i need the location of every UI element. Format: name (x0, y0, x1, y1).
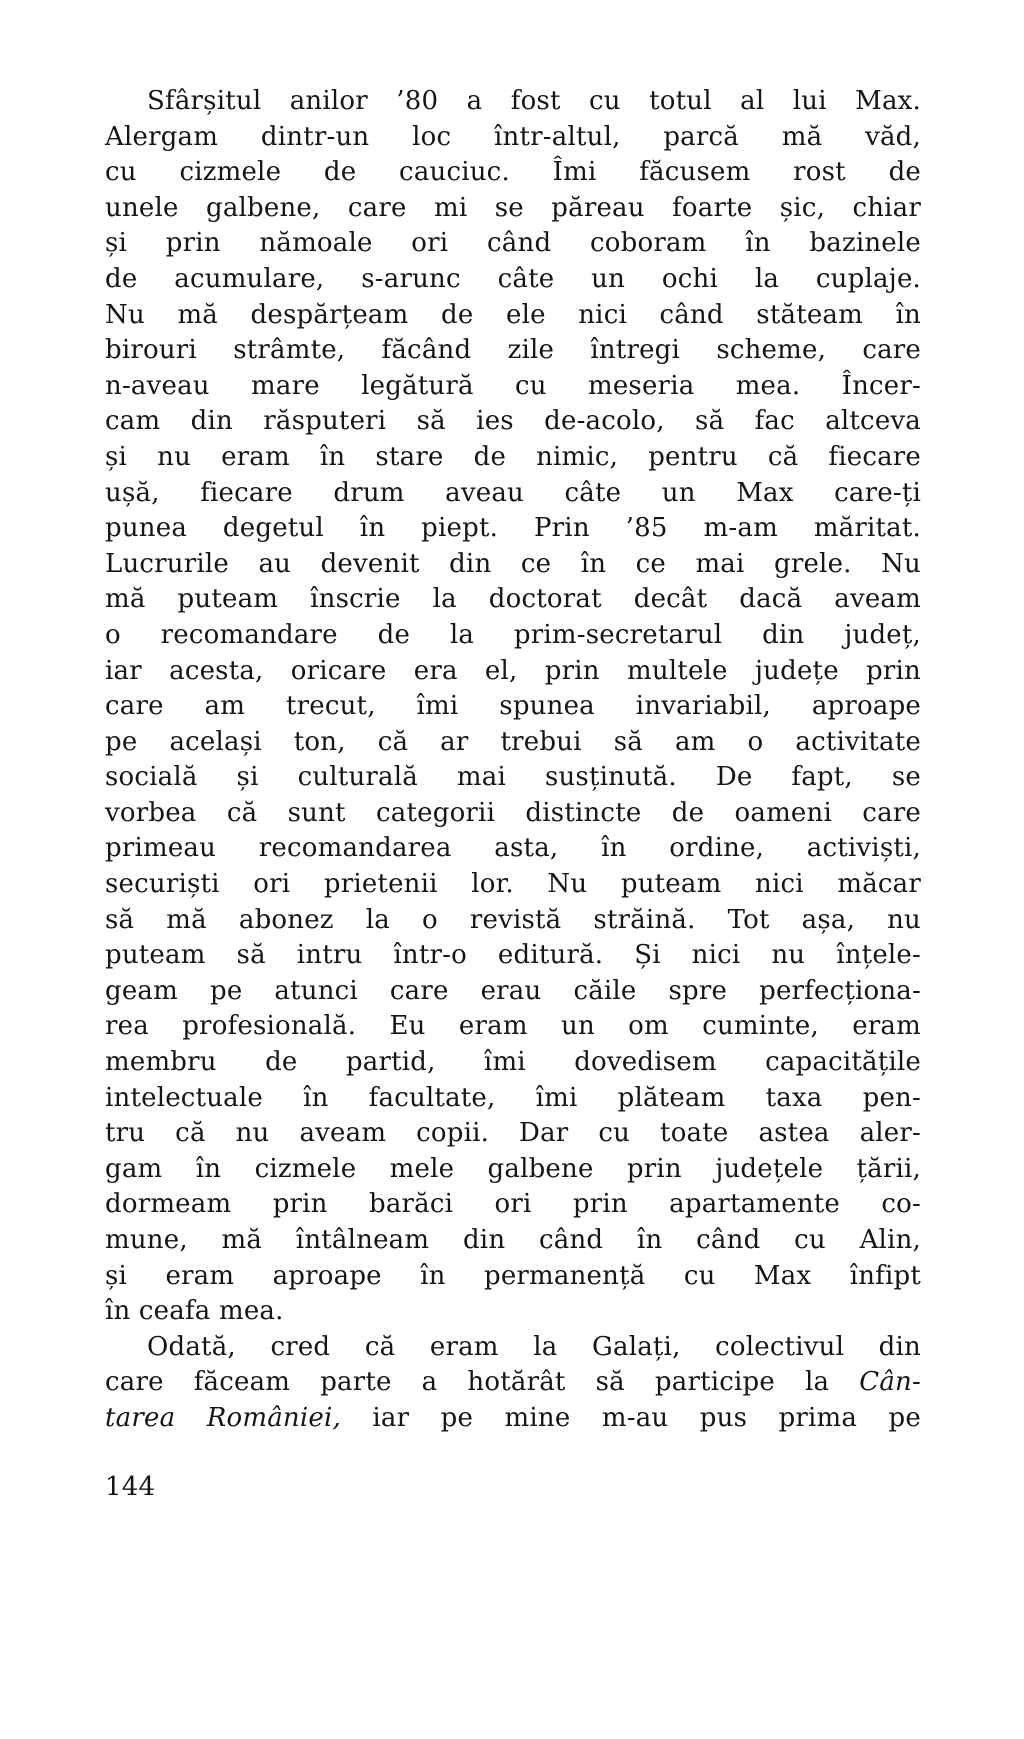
text-line: mune, mă întâlneam din când în când cu Alin, (105, 1225, 921, 1255)
page-number: 144 (105, 1472, 156, 1502)
text-line: dormeam prin barăci ori prin apartamente co- (105, 1189, 921, 1220)
text-line: Nu mă despărțeam de ele nici când stăteam în (105, 299, 921, 330)
text-line: și nu eram în stare de nimic, pentru că fiecare (105, 441, 921, 472)
text-line: pe același ton, că ar trebui să am o activitate (105, 726, 921, 757)
text-line: de acumulare, s-arunc câte un ochi la cuplaje. (105, 263, 921, 294)
text-line: o recomandare de la prim-secretarul din județ, (105, 619, 921, 650)
text-line: ușă, fiecare drum aveau câte un Max care-ți (105, 477, 921, 508)
text-line: să mă abonez la o revistă străină. Tot așa, nu (105, 904, 921, 935)
text-line: Alergam dintr-un loc într-altul, parcă mă văd, (105, 121, 921, 152)
italic-text-segment: tarea României, (105, 1402, 341, 1433)
text-line: punea degetul în piept. Prin ’85 m-am măritat. (105, 513, 921, 544)
text-line: tru că nu aveam copii. Dar cu toate astea aler- (105, 1118, 921, 1149)
page-text (105, 84, 921, 1437)
text-line: care am trecut, îmi spunea invariabil, aproape (105, 691, 921, 722)
text-line: gam în cizmele mele galbene prin județele țării, (105, 1153, 921, 1184)
text-segment: iar pe mine m-au pus prima pe (340, 1402, 921, 1433)
text-line: iar acesta, oricare era el, prin multele județe prin (105, 655, 921, 686)
text-line: vorbea că sunt categorii distincte de oameni care (105, 797, 921, 828)
italic-text-segment: Cân- (859, 1367, 921, 1398)
text-line: în ceafa mea. (105, 1296, 284, 1327)
text-line: cam din răsputeri să ies de-acolo, să fac altceva (105, 406, 921, 437)
text-line: geam pe atunci care erau căile spre perfecționa- (105, 975, 921, 1006)
text-line: primeau recomandarea asta, în ordine, activiști, (105, 833, 921, 864)
text-line: intelectuale în facultate, îmi plăteam taxa pen- (105, 1082, 921, 1113)
text-line: Lucrurile au devenit din ce în ce mai grele. Nu (105, 548, 921, 579)
text-line (105, 1401, 921, 1437)
text-line: n-aveau mare legătură cu meseria mea. Încer- (105, 370, 921, 401)
text-line: puteam să intru într-o editură. Și nici nu înțele- (105, 940, 921, 971)
text-line: Sfârșitul anilor ’80 a fost cu totul al lui Max. (147, 86, 921, 116)
text-line (105, 1365, 921, 1401)
text-line: și eram aproape în permanență cu Max înfipt (105, 1260, 921, 1291)
text-line: socială și culturală mai susținută. De fapt, se (105, 762, 921, 793)
text-line: mă puteam înscrie la doctorat decât dacă aveam (105, 584, 921, 615)
text-line: cu cizmele de cauciuc. Îmi făcusem rost de (105, 157, 921, 188)
text-line: și prin nămoale ori când coboram în bazinele (105, 228, 921, 259)
text-line: birouri strâmte, făcând zile întregi scheme, care (105, 335, 921, 366)
text-segment: care făceam parte a hotărât să participe la (105, 1367, 860, 1398)
text-line: unele galbene, care mi se păreau foarte șic, chiar (105, 192, 921, 223)
text-line: Odată, cred că eram la Galați, colectivul din (147, 1331, 921, 1362)
text-line: securiști ori prietenii lor. Nu puteam nici măcar (105, 869, 921, 900)
text-line: membru de partid, îmi dovedisem capacitățile (105, 1047, 921, 1078)
text-line: rea profesională. Eu eram un om cuminte, eram (105, 1011, 921, 1042)
